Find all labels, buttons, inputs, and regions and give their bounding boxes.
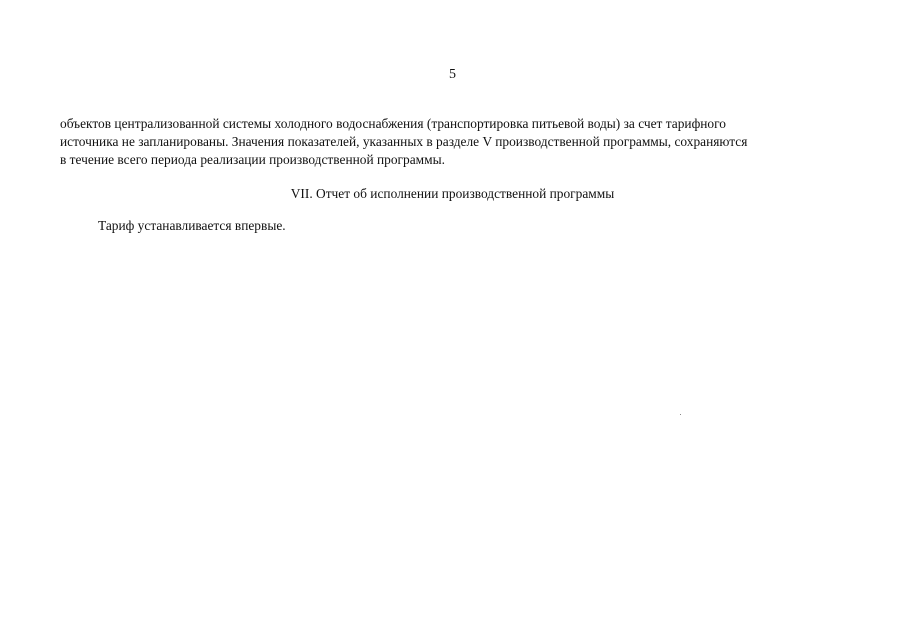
tariff-note: Тариф устанавливается впервые. <box>98 218 286 233</box>
paragraph-line: в течение всего периода реализации производственной программы. <box>60 152 445 167</box>
body-paragraph <box>60 115 845 169</box>
paragraph-line: объектов централизованной системы холодного водоснабжения (транспортировка питьевой воды) за счет тарифного <box>60 116 726 131</box>
page-number: 5 <box>449 67 456 82</box>
section-heading: VII. Отчет об исполнении производственной программы <box>290 186 615 201</box>
scan-artifact <box>680 414 681 415</box>
paragraph-line: источника не запланированы. Значения показателей, указанных в разделе V производственной программы, сохраняются <box>60 134 748 149</box>
